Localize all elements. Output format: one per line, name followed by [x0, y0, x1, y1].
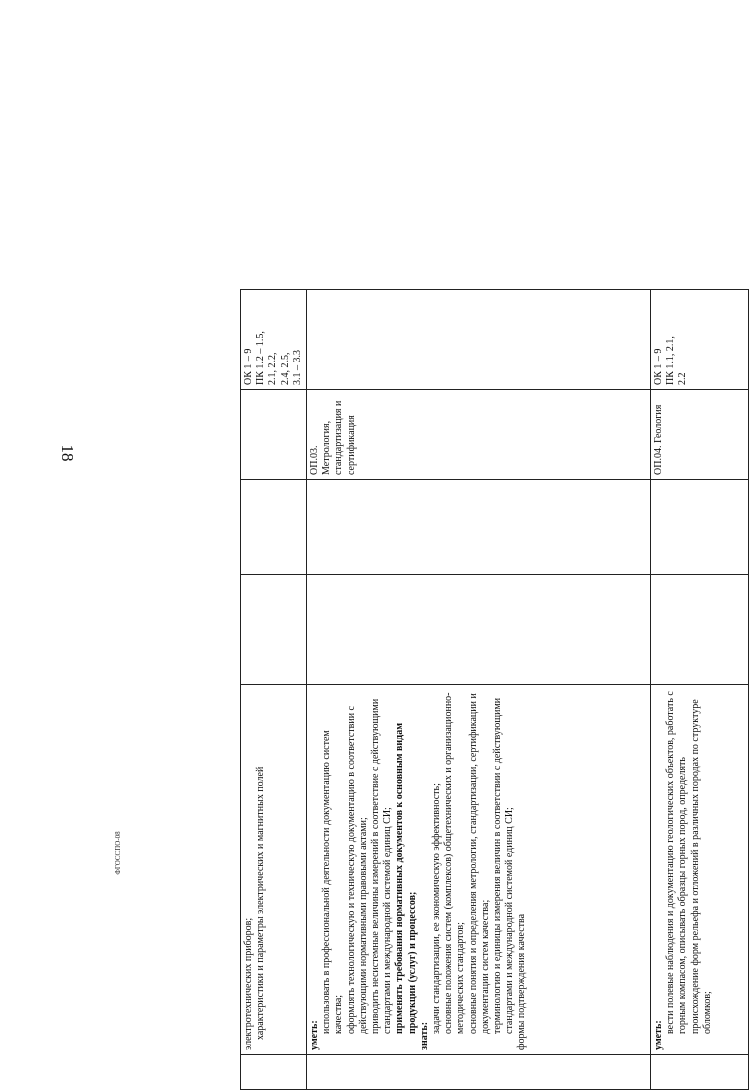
skill-item: использовать в профессиональной деятельности документацию систем качества;	[321, 730, 345, 1034]
znat-label: знать:	[418, 1021, 430, 1050]
competency-line: ПК 1.1, 2.1,	[665, 336, 677, 385]
table-row	[241, 290, 307, 1090]
content-cell	[307, 685, 651, 1055]
knowledge-item: формы подтверждения качества	[516, 913, 528, 1050]
curriculum-table	[240, 290, 720, 1090]
knowledge-item: терминологию и единицы измерения величин в соответствии с действующими стандартами и международной системой единиц СИ;	[492, 697, 516, 1034]
footer-mark: ФГОССПО-08	[114, 831, 122, 875]
knowledge-item: задачи стандартизации, ее экономическую эффективность;	[431, 783, 443, 1034]
competency-line: 2.2	[677, 372, 689, 385]
table-row	[307, 290, 651, 1090]
content-cell	[651, 685, 749, 1055]
blank-cell	[651, 1055, 749, 1090]
skill-item: оформлять технологическую и техническую документацию в соответствии с действующими нормативными правовыми актами;	[345, 706, 369, 1034]
competency-line: 3.1 – 3.3	[291, 350, 303, 385]
competency-line: 2.4, 2.5,	[279, 352, 291, 385]
discipline-cell	[241, 390, 307, 480]
blank-cell	[307, 575, 651, 685]
blank-cell	[651, 480, 749, 575]
skill-item: применять требования нормативных документов к основным видам продукции (услуг) и процессов;	[394, 722, 418, 1034]
skill-item: приводить несистемные величины измерений в соответствие с действующими стандартами и международной системой единиц СИ;	[370, 698, 394, 1034]
content-line: характеристики и параметры электрических и магнитных полей	[255, 766, 267, 1040]
blank-cell	[307, 1055, 651, 1090]
skill-item: вести полевые наблюдения и документацию геологических объектов, работать с горным компасом, описывать образцы горных пород, определять происхождение форм рельефа и отложений в различных породах по структуре обломков;	[665, 691, 713, 1034]
blank-cell	[241, 1055, 307, 1090]
umet-label: уметь:	[309, 1020, 321, 1050]
blank-cell	[241, 575, 307, 685]
blank-cell	[241, 480, 307, 575]
knowledge-item: основные положения систем (комплексов) общетехнических и организационно-методических стандартов;	[443, 692, 467, 1034]
competency-line: ОК 1 – 9	[243, 348, 254, 385]
table-row	[651, 290, 749, 1090]
blank-cell	[651, 575, 749, 685]
knowledge-item: основные понятия и определения метрологии, стандартизации, сертификации и документации систем качества;	[467, 693, 491, 1034]
competency-cell	[241, 290, 307, 390]
competency-line: ОК 1 – 9	[653, 348, 665, 385]
blank-cell	[307, 480, 651, 575]
discipline-cell: ОП.04. Геология	[651, 390, 749, 480]
content-cell	[241, 685, 307, 1055]
content-line: электротехнических приборов;	[243, 917, 254, 1050]
umet-label: уметь:	[653, 1020, 665, 1050]
discipline-cell: ОП.03. Метрология, стандартизация и сертификация	[307, 390, 651, 480]
page-number: 18	[58, 444, 77, 462]
competency-line: 2.1, 2.2,	[267, 352, 279, 385]
competency-line: ПК 1.2 – 1.5,	[255, 331, 267, 385]
competency-cell	[307, 290, 651, 390]
competency-cell	[651, 290, 749, 390]
